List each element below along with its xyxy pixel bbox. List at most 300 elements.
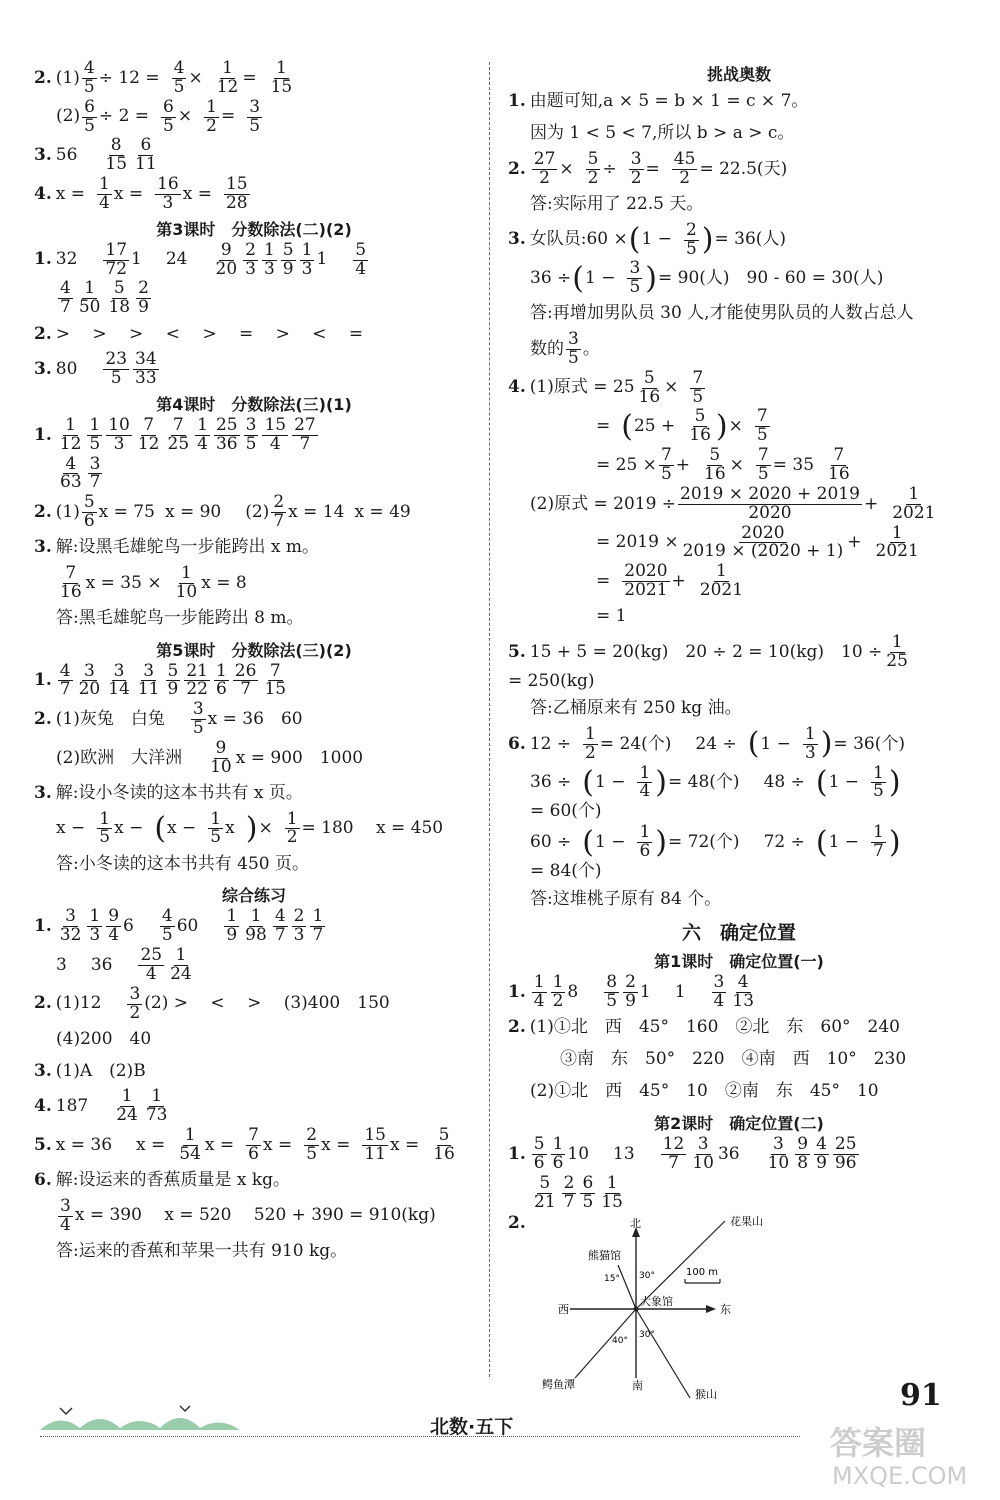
fraction: 4 7	[274, 906, 286, 946]
fraction: 3 14	[108, 660, 130, 700]
fraction: 7 16	[60, 562, 82, 602]
fraction: $\frac{3}{5}$	[249, 96, 261, 136]
s52-answer-2a	[34, 701, 474, 738]
answer-sentence: 答:运来的香蕉和苹果一共有 910 kg。	[56, 1240, 348, 1261]
zh-answer-5: 5. x = 36 x = $\frac{1}{54}$ x = $\frac{7}{6}$ x = $\frac{2}{5}$ x = $\frac{15}{11}$ x = $\frac{5}{16}$	[34, 1125, 455, 1164]
question-number: 1.	[508, 91, 526, 112]
question-number: 1.	[34, 916, 52, 937]
fraction: 5 6	[83, 492, 95, 532]
fraction: 3 4	[713, 972, 725, 1012]
s61-answer-2	[508, 1013, 970, 1043]
fraction: 7 12	[137, 414, 160, 454]
question-number: 2.	[34, 501, 52, 522]
fraction: 10 3	[108, 414, 130, 454]
equation: 15 + 5 = 20(kg) 20 ÷ 2 = 10(kg) 10 ÷	[529, 641, 883, 662]
s32-answer-2	[34, 319, 474, 349]
zh-answer-1	[34, 908, 474, 945]
s61-answer-2-part2	[508, 1077, 970, 1107]
fraction: 23 5	[105, 349, 128, 388]
fraction: 5 18	[108, 278, 131, 318]
tz-answer-3-line2: 36 ÷ ( 1 − $\frac{3}{5}$ ) = 90(人) 90 - 60 = 30(人)	[530, 258, 884, 298]
fraction: 1 24	[116, 1086, 138, 1126]
fraction: $\frac{2}{5}$	[306, 1125, 318, 1164]
s52-answer-3-ans	[34, 849, 474, 879]
tz-answer-5-ans	[508, 694, 970, 724]
s61-answer-1	[508, 974, 970, 1011]
fraction: 25 36	[215, 414, 238, 454]
fraction: 1 15	[601, 1172, 623, 1212]
fraction: 2 7	[273, 492, 285, 532]
fraction: 1 3	[301, 239, 313, 279]
fraction: $\frac{1}{2021}$	[892, 483, 936, 523]
question-number: 4.	[34, 183, 52, 204]
s32-answer-1-cont	[34, 280, 474, 317]
fraction: 9 20	[215, 239, 238, 279]
question-number: 1.	[34, 424, 52, 445]
fraction: $\frac{5}{2}$	[587, 149, 599, 188]
question-number: 2.	[34, 993, 52, 1014]
fraction: 6 11	[135, 135, 157, 175]
grass-decoration	[40, 1402, 240, 1432]
fraction: 25 4	[140, 945, 163, 984]
tz-answer-4a-step2: = ( 25 + $\frac{5}{16}$ ) × $\frac{7}{5}$	[596, 406, 768, 446]
fraction: 8 5	[606, 972, 618, 1012]
question-number: 1.	[508, 1143, 526, 1164]
question-number: 1.	[34, 249, 52, 270]
tz-answer-4b-step3: = $\frac{2020}{2021}$ + $\frac{1}{2021}$	[596, 561, 744, 601]
section-heading: 综合练习	[221, 886, 286, 906]
fraction: $\frac{1}{5}$	[210, 808, 222, 848]
s41-answer-2	[34, 494, 474, 531]
monkey-label: 猴山	[694, 1388, 717, 1402]
fraction: $\frac{3}{5}$	[629, 258, 641, 298]
equation: x = 900 1000	[235, 747, 364, 768]
equation: = 36(人)	[714, 229, 787, 250]
scale-label: 100 m	[685, 1267, 718, 1279]
fraction: $\frac{1}{54}$	[179, 1125, 201, 1164]
tz-answer-6-line3: 60 ÷ ( 1 − $\frac{1}{6}$ ) = 72(个) 72 ÷ ( 1 − $\frac{1}{7}$ ) = 84(个)	[530, 822, 901, 882]
fraction: 25 96	[834, 1134, 857, 1173]
answer-4: 4. x = $\frac{1}{4}$ x = $\frac{16}{3}$ x = $\frac{15}{28}$	[34, 174, 248, 213]
answer-value: 36	[717, 1143, 740, 1164]
zh-answer-6-ans	[34, 1236, 474, 1266]
fraction: 15 4	[264, 414, 287, 454]
column-divider	[489, 62, 490, 1377]
fraction: 9 4	[108, 906, 120, 946]
question-number: 2.	[34, 708, 52, 729]
fraction: 1 12	[59, 414, 82, 454]
section-heading: 第1课时 确定位置(一)	[654, 952, 824, 972]
fraction: $\frac{1}{4}$	[99, 174, 110, 213]
tz-answer-4a: 4. (1)原式 = 25 $\frac{5}{16}$ × $\frac{7}{5}$	[508, 367, 704, 407]
s41-answer-3-eq	[34, 562, 474, 602]
zh-answer-3	[34, 1056, 474, 1086]
watermark: 答案圈	[830, 1424, 927, 1462]
answer-value: 187	[55, 1096, 89, 1117]
equation: = 25 ×	[596, 454, 657, 475]
fraction: 4 7	[60, 278, 71, 318]
s41-answer-1-cont	[34, 453, 474, 493]
fraction: 2 9	[625, 972, 636, 1012]
fraction: $\frac{1}{12}$	[216, 58, 239, 97]
fraction: $\frac{6}{5}$	[84, 96, 95, 136]
answer-value: 13	[613, 1143, 635, 1164]
tz-answer-3: 3. 女队员:60 × ( 1 − $\frac{2}{5}$ ) = 36(人)	[508, 219, 787, 259]
panda-label: 熊猫馆	[587, 1249, 621, 1263]
equation: 36 ÷	[530, 268, 572, 289]
part-label: (2)	[245, 501, 270, 522]
fraction: 4 63	[60, 453, 82, 493]
answer-value: 10	[567, 1143, 590, 1164]
answer-value: = 180 x = 450	[301, 818, 444, 839]
fraction: 3 20	[78, 660, 101, 700]
fraction: 8 15	[105, 135, 128, 175]
position-map	[540, 1213, 790, 1403]
equation: x = 35 ×	[85, 572, 162, 593]
answer-sentence: 答:小冬读的这本书共有 450 页。	[56, 853, 309, 874]
fraction: $\frac{2019 \times 2020 + 2019}{2020}$	[680, 483, 860, 523]
equation: = 1	[596, 606, 627, 627]
fraction: $\frac{1}{2021}$	[875, 522, 919, 562]
s52-answer-2b	[34, 737, 474, 777]
fraction: 3 5	[192, 699, 204, 739]
fraction: 7 25	[167, 414, 190, 454]
fraction: 3 32	[59, 906, 82, 946]
fraction: 21 22	[186, 660, 208, 700]
section-heading: 第3课时 分数除法(二)(2)	[156, 219, 352, 239]
part-answer: (1)灰兔 白兔	[55, 708, 165, 729]
zh-answer-6	[34, 1166, 474, 1196]
zh-answer-4	[34, 1088, 474, 1125]
fraction: 27 7	[294, 414, 316, 454]
west-label: 西	[557, 1303, 569, 1317]
question-number: 4.	[508, 377, 526, 398]
fraction: $\frac{1}{4}$	[639, 762, 651, 802]
fraction: $\frac{1}{2}$	[286, 808, 298, 848]
fraction: $\frac{1}{2}$	[585, 723, 596, 763]
answer-sentence: 答:这堆桃子原有 84 个。	[530, 888, 722, 909]
fraction: 3 10	[692, 1134, 714, 1173]
route-panda	[618, 1265, 636, 1309]
fraction: $\frac{2020}{2019 \times (2020 + 1)}$	[682, 522, 844, 562]
part-answer: ③南 东 50° 220 ④南 西 10° 230	[560, 1049, 907, 1070]
crocodile-label: 鳄鱼潭	[541, 1378, 575, 1392]
part-label: (2)	[56, 106, 81, 127]
fraction: 2 3	[245, 239, 256, 279]
fraction: 1 98	[245, 906, 267, 946]
solution-text: 解:设运来的香蕉质量是 x kg。	[55, 1170, 291, 1191]
s62-answer-1	[508, 1136, 970, 1173]
answer-sentence: 数的	[530, 338, 564, 359]
part-answer: (4)200 40	[56, 1028, 152, 1049]
fraction: $\frac{5}{16}$	[638, 367, 661, 407]
center-label: 大象馆	[639, 1295, 673, 1309]
fraction: $\frac{1}{7}$	[873, 822, 884, 862]
fraction: $\frac{16}{3}$	[157, 174, 179, 213]
s41-answer-3	[34, 533, 474, 563]
answer-value: 56	[55, 145, 78, 166]
section-heading: 第2课时 确定位置(二)	[654, 1114, 824, 1134]
question-number: 3.	[508, 229, 526, 250]
question-number: 1.	[508, 982, 526, 1003]
fraction: 2 9	[138, 278, 149, 318]
fraction: 3 10	[767, 1134, 790, 1173]
answer-value: = 22.5(天)	[699, 158, 788, 179]
footer-rule	[40, 1436, 800, 1437]
fraction: 5 9	[282, 239, 294, 279]
east-label: 东	[719, 1303, 731, 1317]
fraction: 9 10	[210, 737, 232, 777]
fraction: 1 4	[533, 972, 545, 1012]
answer-value: x = 36	[55, 1134, 113, 1155]
solution-text: 因为 1 < 5 < 7,所以 b > a > c。	[530, 123, 795, 144]
question-number: 2.	[508, 1017, 526, 1038]
tz-answer-3-ans	[508, 299, 970, 329]
part-answer: (1)①北 西 45° 160 ②北 东 60° 240	[529, 1017, 900, 1038]
watermark-url: MXQE.COM	[832, 1462, 968, 1490]
fraction: $\frac{1}{3}$	[804, 723, 816, 763]
question-number: 3.	[34, 358, 52, 379]
zh-answer-2	[34, 983, 474, 1023]
tz-answer-1	[508, 87, 970, 117]
part-label: (1)	[55, 67, 80, 88]
equation: x = 36 60	[207, 708, 303, 729]
fraction: $\frac{1}{6}$	[639, 822, 651, 862]
fraction: $\frac{5}{16}$	[704, 445, 726, 484]
s52-answer-1	[34, 660, 474, 700]
fraction: 1 7	[312, 906, 324, 946]
solution-text: 解:设黑毛雄鸵鸟一步能跨出 x m。	[55, 537, 319, 558]
tz-answer-6: 6. 12 ÷ $\frac{1}{2}$ = 24(个) 24 ÷ ( 1 − $\frac{1}{3}$ ) = 36(个)	[508, 723, 905, 763]
fraction: 7 16	[828, 445, 850, 484]
answer-value: 36	[90, 954, 113, 975]
tz-answer-3-ans2: 数的 3 5 。	[530, 329, 600, 368]
tz-answer-4a-step3: = 25 × $\frac{7}{5}$ + $\frac{5}{16}$ × $\frac{7}{5}$ = 35 7 16	[596, 445, 850, 484]
fraction: 4 13	[732, 972, 755, 1012]
part-label: (1)	[55, 501, 80, 522]
question-number: 1.	[34, 670, 52, 691]
fraction: 1 9	[226, 906, 238, 946]
s52-answer-3	[34, 779, 474, 809]
huaguoshan-label: 花果山	[729, 1215, 763, 1229]
s32-answer-3	[34, 351, 474, 388]
equation: = 90(人) 90 - 60 = 30(人)	[658, 268, 884, 289]
equation: = 250(kg)	[508, 670, 595, 691]
tz-answer-2: 2. $\frac{27}{2}$ × $\frac{5}{2}$ ÷ $\frac{3}{2}$ = $\frac{45}{2}$ = 22.5(天)	[508, 149, 788, 188]
fraction: 4 5	[161, 906, 173, 946]
fraction: 1 4	[197, 414, 208, 454]
tz-answer-6-ans	[508, 884, 970, 914]
answer-value: 80	[55, 358, 78, 379]
question-number: 3.	[34, 1060, 52, 1081]
answer-value: 1	[674, 982, 686, 1003]
fraction: 5 21	[534, 1172, 556, 1212]
fraction: $\frac{15}{28}$	[225, 174, 248, 213]
fraction: 6 5	[582, 1172, 594, 1212]
fraction: 5 6	[533, 1134, 545, 1173]
answer-value: 6	[123, 916, 134, 937]
fraction: 1 3	[89, 906, 101, 946]
north-label: 北	[629, 1217, 641, 1231]
tz-answer-2-ans	[508, 190, 970, 220]
unit-heading: 六 确定位置	[681, 922, 796, 945]
fraction: $\frac{4}{5}$	[83, 58, 95, 97]
equation: x = 14	[288, 501, 345, 522]
fraction: $\frac{1}{2021}$	[699, 561, 744, 601]
fraction: $\frac{6}{5}$	[163, 96, 174, 136]
right-column	[508, 58, 970, 1405]
fraction: 3 4	[60, 1195, 71, 1235]
tz-answer-4b-step4	[508, 602, 970, 632]
question-number: 3.	[34, 145, 52, 166]
fraction: 34 33	[135, 349, 157, 388]
fraction: $\frac{2020}{2021}$	[624, 561, 668, 601]
fraction: $\frac{4}{5}$	[173, 58, 185, 97]
equation: = 2019 ×	[596, 532, 679, 553]
question-number: 5.	[34, 1134, 52, 1155]
angle-label: 30°	[638, 1271, 655, 1282]
equation: 女队员:60 ×	[529, 229, 628, 250]
fraction: 3 5	[568, 329, 579, 368]
fraction: 1 6	[215, 660, 227, 700]
fraction: $\frac{1}{25}$	[886, 631, 908, 671]
question-number: 4.	[34, 1096, 52, 1117]
answer-3	[34, 137, 474, 174]
fraction: 4 9	[816, 1134, 827, 1173]
answer-value: 8	[567, 982, 579, 1003]
fraction: $\frac{7}{5}$	[757, 445, 769, 484]
solution-text: 解:设小冬读的这本书共有 x 页。	[55, 783, 303, 803]
part-answer: (2) > < > (3)400 150	[144, 993, 390, 1014]
equation: (2)原式 = 2019 ÷	[530, 493, 677, 514]
fraction: $\frac{15}{11}$	[364, 1125, 386, 1164]
fraction: 1 73	[145, 1086, 168, 1126]
fraction: $\frac{7}{5}$	[692, 367, 704, 407]
fraction: 17 72	[105, 239, 128, 279]
answer-2-part1: 2. (1) $\frac{4}{5}$ ÷ 12 = $\frac{4}{5}$ × $\frac{1}{12}$ = $\frac{1}{15}$	[34, 58, 293, 97]
fraction: $\frac{7}{5}$	[660, 445, 672, 484]
fraction: 1 24	[170, 945, 192, 984]
east-arrow-icon	[706, 1305, 716, 1313]
question-number: 3.	[34, 537, 52, 558]
fraction: 5 9	[167, 660, 179, 700]
fraction: $\frac{2}{5}$	[685, 219, 697, 259]
fraction: 9 8	[797, 1134, 809, 1173]
fraction: 1 50	[78, 278, 101, 318]
south-label: 南	[631, 1379, 643, 1393]
s32-answer-1	[34, 239, 474, 279]
center-dot	[633, 1307, 638, 1312]
zh-answer-6-eq	[34, 1195, 474, 1235]
fraction: 12 7	[662, 1134, 685, 1173]
angle-label: 15°	[603, 1274, 620, 1285]
section-heading: 第4课时 分数除法(三)(1)	[156, 394, 352, 414]
answer-value: 1	[639, 982, 651, 1003]
part-answer: (2)欧洲 大洋洲	[56, 747, 183, 768]
fraction: $\frac{1}{15}$	[270, 58, 293, 97]
s52-answer-3-eq: x − $\frac{1}{5}$ x − ( x − $\frac{1}{5}$ x ) × $\frac{1}{2}$ = 180 x = 450	[56, 808, 444, 848]
tz-answer-4b: (2)原式 = 2019 ÷ $\frac{2019 \times 2020 + 2019}{2020}$ + $\frac{1}{2021}$	[530, 483, 936, 523]
left-column	[34, 58, 474, 1268]
fraction: $\frac{1}{10}$	[175, 562, 198, 602]
s41-answer-1	[34, 414, 474, 454]
question-number: 6.	[34, 1170, 52, 1191]
answer-value: x = 8	[201, 572, 247, 593]
answer-value: > > > < > = > < =	[55, 323, 364, 344]
fraction: 2 7	[563, 1172, 575, 1212]
fraction: 1 2	[552, 972, 564, 1012]
part-answer: (1)12	[55, 993, 102, 1014]
fraction: 3 5	[245, 414, 257, 454]
fraction: $\frac{3}{2}$	[630, 149, 642, 188]
tz-answer-6-line2: 36 ÷ ( 1 − $\frac{1}{4}$ ) = 48(个) 48 ÷ ( 1 − $\frac{1}{5}$ ) = 60(个)	[530, 762, 901, 822]
section-heading: 第5课时 分数除法(三)(2)	[156, 640, 352, 660]
fraction: $\frac{1}{2}$	[206, 96, 217, 136]
equation: x = 75	[98, 501, 155, 522]
fraction: 1 3	[263, 239, 275, 279]
answer-sentence: 答:黑毛雄鸵鸟一步能跨出 8 m。	[56, 607, 304, 628]
answer-value: 32	[55, 249, 78, 270]
tz-answer-1-cont	[508, 119, 970, 149]
fraction: 2 3	[293, 906, 305, 946]
fraction: 1 5	[89, 414, 101, 454]
question-number: 2.	[34, 323, 52, 344]
answer-value: 1	[131, 249, 142, 270]
question-number: 2.	[508, 1213, 526, 1234]
answer-value: 24	[165, 249, 188, 270]
fraction: $\frac{7}{5}$	[756, 406, 768, 446]
route-monkey	[636, 1309, 690, 1398]
answer-value: 1	[316, 249, 328, 270]
part-answer: (1)A (2)B	[55, 1060, 146, 1081]
fraction: $\frac{1}{5}$	[873, 762, 884, 802]
question-number: 5.	[508, 641, 526, 662]
answer-value: x = 90	[164, 501, 222, 522]
answer-value: 3	[56, 954, 67, 975]
question-number: 6.	[508, 733, 526, 754]
fraction: $\frac{7}{6}$	[248, 1125, 259, 1164]
question-number: 3.	[34, 783, 52, 803]
answer-value: 60	[176, 916, 199, 937]
fraction: $\frac{5}{16}$	[689, 406, 711, 446]
angle-label: 30°	[638, 1330, 655, 1341]
fraction: 3 2	[129, 983, 141, 1023]
equation: x = 390 x = 520 520 + 390 = 910(kg)	[74, 1205, 436, 1226]
s61-answer-2-cont	[508, 1045, 970, 1075]
solution-text: 由题可知,a × 5 = b × 1 = c × 7。	[529, 91, 809, 112]
answer-2-part2: (2) $\frac{6}{5}$ ÷ 2 = $\frac{6}{5}$ × $\frac{1}{2}$ = $\frac{3}{5}$	[56, 96, 261, 136]
fraction: 7 15	[264, 660, 287, 700]
tz-answer-4b-step2: = 2019 × $\frac{2020}{2019 \times (2020 + 1)}$ + $\frac{1}{2021}$	[596, 522, 919, 562]
fraction: 3 7	[89, 453, 101, 493]
section-heading: 挑战奥数	[706, 65, 771, 84]
answer-value: x = 49	[354, 501, 411, 522]
page-number: 91	[900, 1378, 942, 1413]
fraction: $\frac{27}{2}$	[533, 149, 556, 188]
fraction: $\frac{1}{5}$	[99, 808, 111, 848]
fraction: 4 7	[59, 660, 71, 700]
fraction: 3 11	[137, 660, 160, 700]
equation: (1)原式 = 25	[529, 377, 635, 398]
s62-answer-1-cont	[508, 1172, 970, 1212]
footer-title: 北数·五下	[430, 1416, 514, 1438]
answer-sentence: 答:再增加男队员 30 人,才能使男队员的人数占总人	[530, 303, 914, 324]
answer-sentence: 答:乙桶原来有 250 kg 油。	[530, 698, 742, 719]
tz-answer-5	[508, 631, 970, 692]
fraction: 5 4	[355, 239, 367, 279]
s41-answer-3-ans	[34, 604, 474, 634]
s62-answer-2	[508, 1213, 970, 1403]
